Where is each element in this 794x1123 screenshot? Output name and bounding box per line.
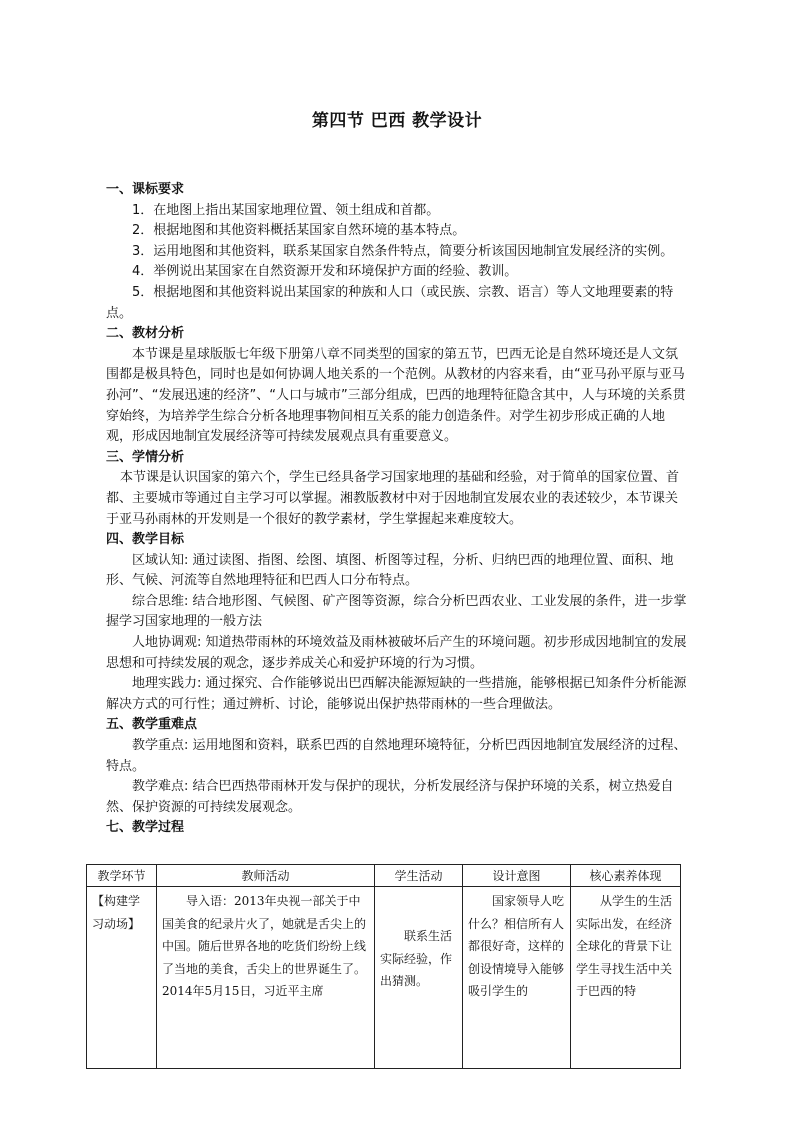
header-stage: 教学环节: [87, 865, 157, 887]
objective-human-land: 人地协调观: 知道热带雨林的环境效益及雨林被破坏后产生的环境问题。初步形成因地制宜的发展思想和可持续发展的观念，逐步养成关心和爱护环境的行为习惯。: [106, 635, 687, 671]
difficult-point: 教学难点: 结合巴西热带雨林开发与保护的现状，分析发展经济与保护环境的关系，树立热爱自然、保护资源的可持续发展观念。: [106, 779, 674, 815]
teaching-process-table: [86, 864, 681, 1069]
section-heading-textbook: 二、教材分析: [106, 326, 185, 342]
objective-regional: 区域认知: 通过读图、指图、绘图、填图、析图等过程，分析、归纳巴西的地理位置、面积、地形、气候、河流等自然地理特征和巴西人口分布特点。: [106, 552, 674, 589]
objective-synthesis: 综合思维: 结合地形图、气候图、矿产图等资源，综合分析巴西农业、工业发展的条件，进一步掌握学习国家地理的一般方法: [106, 593, 687, 630]
standards-item-1: 1．在地图上指出某国家地理位置、领土组成和首都。: [132, 202, 440, 218]
standards-item-4: 4．举例说出某国家在自然资源开发和环境保护方面的经验、教训。: [132, 264, 518, 280]
table-header-row: [87, 865, 681, 887]
header-teacher: 教师活动: [157, 865, 375, 887]
section-heading-key-points: 五、教学重难点: [106, 717, 198, 733]
learner-analysis-para: 本节课是认识国家的第六个，学生已经具备学习国家地理的基础和经验，对于简单的国家位置、首都、主要城市等通过自主学习可以掌握。湘教版教材中对于因地制宜发展农业的表述较少，本节课关于亚马孙雨林的开发则是一个很好的教学素材，学生掌握起来难度较大。: [106, 470, 680, 527]
standards-item-3: 3．运用地图和其他资料，联系某国家自然条件特点，简要分析该国因地制宜发展经济的实例。: [132, 243, 674, 259]
key-point: 教学重点: 运用地图和资料，联系巴西的自然地理环境特征，分析巴西因地制宜发展经济的过程、特点。: [106, 738, 687, 774]
table-row: [87, 887, 681, 1069]
section-heading-process: 七、教学过程: [106, 820, 185, 836]
header-student: 学生活动: [375, 865, 463, 887]
cell-stage: 【构建学习动场】: [87, 887, 157, 1069]
cell-student: 联系生活实际经验，作出猜测。: [375, 887, 463, 1069]
document-body: [106, 180, 690, 839]
standards-item-5: 5．根据地图和其他资料说出某国家的种族和人口（或民族、宗教、语言）等人文地理要素的特点。: [106, 284, 674, 321]
header-intent: 设计意图: [463, 865, 571, 887]
objective-practice: 地理实践力: 通过探究、合作能够说出巴西解决能源短缺的一些措施，能够根据已知条件分析能源解决方式的可行性；通过辨析、讨论，能够说出保护热带雨林的一些合理做法。: [106, 676, 687, 712]
cell-teacher: 导入语：2013年央视一部关于中国美食的纪录片火了，她就是舌尖上的中国。随后世界各地的吃货们纷纷上线了当地的美食，舌尖上的世界诞生了。2014年5月15日，习近平主席: [157, 887, 375, 1069]
section-heading-standards: 一、课标要求: [106, 182, 185, 197]
cell-literacy: 从学生的生活实际出发，在经济全球化的背景下让学生寻找生活中关于巴西的特: [571, 887, 681, 1069]
page-title: 第四节 巴西 教学设计: [311, 111, 483, 131]
section-heading-learners: 三、学情分析: [106, 449, 185, 465]
header-literacy: 核心素养体现: [571, 865, 681, 887]
section-heading-objectives: 四、教学目标: [106, 532, 185, 548]
cell-intent: 国家领导人吃什么？相信所有人都很好奇，这样的创设情境导入能够吸引学生的: [463, 887, 571, 1069]
standards-item-2: 2．根据地图和其他资料概括某国家自然环境的基本特点。: [132, 223, 466, 239]
textbook-analysis-para: 本节课是星球版版七年级下册第八章不同类型的国家的第五节，巴西无论是自然环境还是人文氛围都是极具特色，同时也是如何协调人地关系的一个范例。从教材的内容来看，由“亚马孙平原与亚马孙河”、“发展迅速的经济”、“人口与城市”三部分组成，巴西的地理特征隐含其中，人与环境的关系贯穿始终，为培养学生综合分析各地理事物间相互关系的能力创造条件。对学生初步形成正确的人地观，形成因地制宜发展经济等可持续发展观点具有重要意义。: [106, 346, 686, 445]
